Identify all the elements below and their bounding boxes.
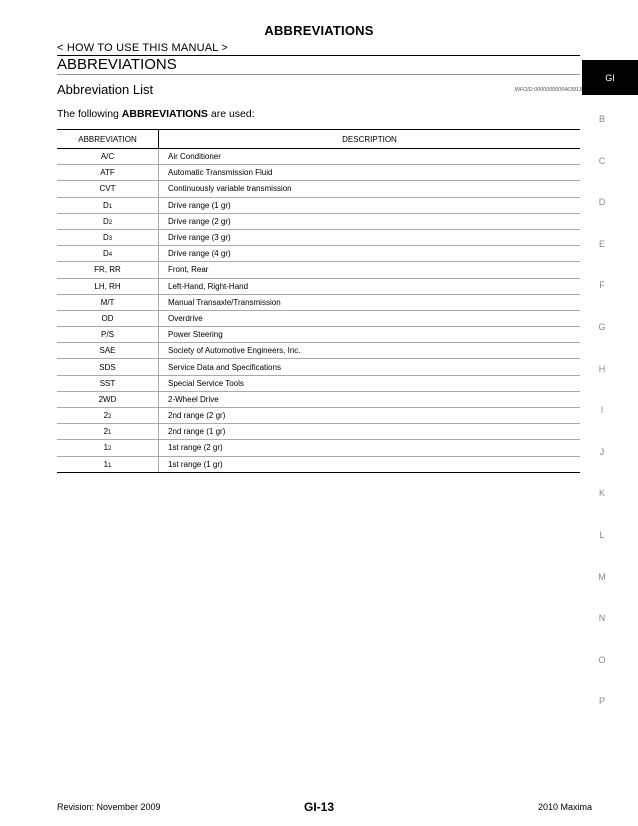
abbr-text: SST — [99, 378, 116, 388]
abbr-subscript: 2 — [108, 446, 112, 453]
cell-abbreviation — [57, 294, 159, 310]
cell-abbreviation — [57, 343, 159, 359]
side-index-letter[interactable]: M — [598, 571, 606, 582]
table-row — [57, 408, 580, 424]
intro-after: are used: — [207, 108, 255, 120]
cell-description: 2nd range (2 gr) — [159, 408, 581, 424]
side-index-letter[interactable]: L — [599, 530, 605, 540]
abbr-subscript: 3 — [108, 236, 113, 243]
cell-abbreviation — [57, 181, 159, 197]
cell-abbreviation — [57, 456, 159, 472]
abbr-text: D — [102, 216, 109, 226]
cell-description: Power Steering — [159, 327, 581, 343]
cell-description: 2nd range (1 gr) — [159, 424, 581, 440]
abbr-subscript: 1 — [108, 462, 112, 469]
side-index-letter[interactable]: P — [598, 696, 605, 707]
abbr-text: FR, RR — [94, 265, 121, 275]
table-row — [57, 262, 580, 278]
abbr-text: A/C — [100, 152, 115, 162]
intro-before: The following — [57, 108, 122, 120]
table-row — [57, 424, 580, 440]
header-abbreviation: ABBREVIATION — [57, 130, 159, 149]
table-row — [57, 440, 580, 456]
abbr-text: D — [102, 249, 109, 259]
abbr-subscript: 2 — [108, 414, 112, 421]
side-index-letter[interactable]: C — [598, 155, 606, 166]
cell-abbreviation — [57, 375, 159, 391]
side-index-letter[interactable]: H — [598, 363, 606, 374]
cell-abbreviation — [57, 359, 159, 375]
table-row — [57, 165, 580, 181]
abbr-subscript: 1 — [108, 203, 113, 210]
abbr-text: SAE — [99, 346, 116, 356]
abbreviation-table — [57, 129, 580, 473]
cell-abbreviation — [57, 262, 159, 278]
subsection-title: Abbreviation List — [57, 82, 154, 97]
side-index-letter[interactable]: G — [598, 322, 606, 332]
table-row — [57, 213, 580, 229]
side-index-letter[interactable]: I — [600, 405, 604, 416]
cell-abbreviation — [57, 213, 159, 229]
cell-abbreviation — [57, 229, 159, 245]
abbr-text: M/T — [100, 297, 115, 307]
cell-description: Society of Automotive Engineers, Inc. — [159, 343, 581, 359]
header-description: DESCRIPTION — [159, 130, 581, 149]
cell-description: 1st range (2 gr) — [159, 440, 581, 456]
table-row — [57, 294, 580, 310]
cell-description: Service Data and Specifications — [159, 359, 581, 375]
cell-description: Front, Rear — [159, 262, 581, 278]
cell-abbreviation — [57, 408, 159, 424]
side-index-letter[interactable]: O — [598, 654, 606, 665]
cell-description: Drive range (3 gr) — [159, 229, 581, 245]
cell-description: Special Service Tools — [159, 375, 581, 391]
abbr-text: P/S — [101, 330, 114, 340]
table-row — [57, 391, 580, 407]
cell-abbreviation — [57, 424, 159, 440]
info-id: INFOID:0000000005463913 — [514, 87, 582, 93]
cell-abbreviation — [57, 327, 159, 343]
table-row — [57, 327, 580, 343]
footer-model: 2010 Maxima — [537, 802, 592, 812]
table-row — [57, 181, 580, 197]
side-index-letter[interactable]: K — [598, 488, 605, 499]
abbr-text: 2WD — [98, 394, 117, 404]
cell-abbreviation — [57, 310, 159, 326]
abbr-text: D — [102, 200, 109, 210]
table-row — [57, 456, 580, 472]
abbr-text: SDS — [99, 362, 116, 372]
abbr-text: 2 — [103, 427, 109, 437]
cell-description: Drive range (2 gr) — [159, 213, 581, 229]
intro-text — [57, 108, 255, 120]
side-tab-gi[interactable]: GI — [582, 60, 638, 95]
cell-description: Continuously variable transmission — [159, 181, 581, 197]
section-title: ABBREVIATIONS — [57, 56, 177, 73]
abbr-text: 2 — [103, 411, 109, 421]
abbr-text: 1 — [103, 459, 109, 469]
abbr-subscript: 2 — [108, 219, 113, 226]
abbr-text: D — [102, 233, 109, 243]
cell-description: Drive range (1 gr) — [159, 197, 581, 213]
cell-abbreviation — [57, 197, 159, 213]
side-index-letter[interactable]: E — [598, 238, 605, 249]
cell-description: Drive range (4 gr) — [159, 246, 581, 262]
table-row — [57, 278, 580, 294]
abbr-text: OD — [101, 313, 114, 323]
table-body — [57, 149, 580, 473]
abbr-text: 1 — [103, 443, 109, 453]
breadcrumb: < HOW TO USE THIS MANUAL > — [57, 42, 229, 54]
table-row — [57, 229, 580, 245]
cell-description: Automatic Transmission Fluid — [159, 165, 581, 181]
footer-page-number: GI-13 — [303, 800, 334, 814]
cell-description: Air Conditioner — [159, 149, 581, 165]
cell-description: Left-Hand, Right-Hand — [159, 278, 581, 294]
divider-section — [57, 74, 580, 75]
side-index-letter[interactable]: D — [598, 197, 606, 208]
page-header: ABBREVIATIONS — [264, 23, 374, 38]
cell-abbreviation — [57, 165, 159, 181]
abbr-text: CVT — [99, 184, 116, 194]
side-index-letter[interactable]: J — [599, 446, 605, 457]
table-row — [57, 246, 580, 262]
cell-description: Manual Transaxle/Transmission — [159, 294, 581, 310]
cell-description: 1st range (1 gr) — [159, 456, 581, 472]
cell-abbreviation — [57, 278, 159, 294]
abbr-subscript: 1 — [108, 430, 112, 437]
table-row — [57, 149, 580, 165]
table-row — [57, 197, 580, 213]
cell-abbreviation — [57, 149, 159, 165]
cell-description: Overdrive — [159, 310, 581, 326]
abbr-text: LH, RH — [94, 281, 121, 291]
abbr-subscript: 4 — [108, 252, 113, 259]
table-header-row — [57, 130, 580, 149]
intro-bold: ABBREVIATIONS — [121, 108, 208, 120]
side-index-letter[interactable]: B — [598, 114, 605, 124]
footer-revision: Revision: November 2009 — [57, 802, 161, 812]
table-row — [57, 375, 580, 391]
table-row — [57, 343, 580, 359]
abbr-text: ATF — [100, 168, 115, 178]
cell-abbreviation — [57, 440, 159, 456]
table-row — [57, 310, 580, 326]
cell-abbreviation — [57, 246, 159, 262]
table-row — [57, 359, 580, 375]
cell-description: 2-Wheel Drive — [159, 391, 581, 407]
cell-abbreviation — [57, 391, 159, 407]
side-index-letter[interactable]: F — [599, 280, 605, 291]
side-index-letter[interactable]: N — [598, 613, 606, 624]
